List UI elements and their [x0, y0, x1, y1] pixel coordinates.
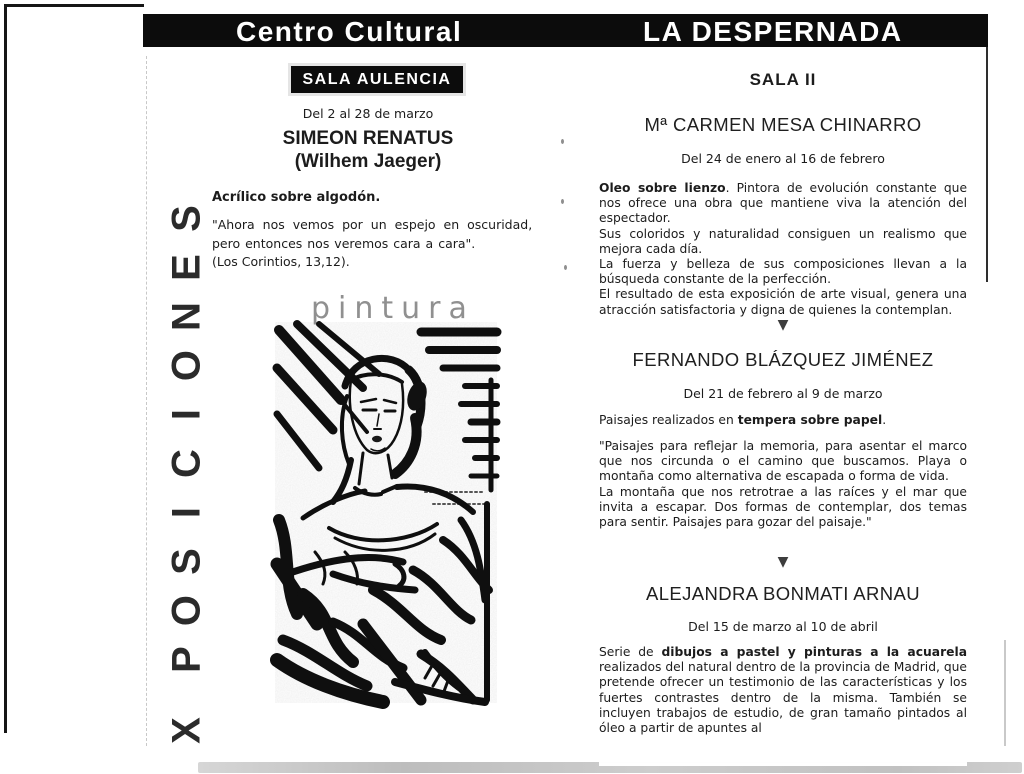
- section-text: [599, 645, 967, 736]
- paragraph: "Paisajes para reflejar la memoria, para asentar el marco que nos circunda o el camino que buscamos. Playa o montaña como alternativa de escapada o forma de vida.: [599, 439, 967, 484]
- exhibition-dates: Del 15 de marzo al 10 de abril: [688, 619, 878, 634]
- artwork-sketch-svg: [275, 322, 497, 703]
- scan-speck: [561, 199, 564, 204]
- quote-line: pero entonces nos veremos cara a cara".: [212, 235, 476, 251]
- technique-label: Acrílico sobre algodón.: [212, 190, 381, 205]
- vertical-letter: C: [164, 449, 209, 478]
- quote-block: [212, 216, 548, 272]
- vertical-letter-clipped: X: [164, 717, 209, 744]
- exhibition-dates: Del 21 de febrero al 9 de marzo: [683, 386, 883, 401]
- exhibition-dates: Del 24 de enero al 16 de febrero: [681, 151, 885, 166]
- artist-name: Mª CARMEN MESA CHINARRO: [644, 114, 922, 135]
- technique-bold: Oleo sobre lienzo: [599, 181, 726, 195]
- artist-alias: (Wilhem Jaeger): [294, 151, 442, 172]
- scan-cutoff-fade: [599, 748, 967, 766]
- room-title-sala-ii: SALA II: [749, 70, 817, 89]
- technique-bold: dibujos a pastel y pinturas a la acuarela: [661, 645, 967, 659]
- artist-name: SIMEON RENATUS: [282, 128, 454, 149]
- page-fold-line: [146, 56, 147, 746]
- paragraph: Serie de dibujos a pastel y pinturas a la acuarela realizados del natural dentro de la provincia de Madrid, que pretende ofrecer un testimonio de las características y los fuertes contrastes dentro de la misma. También se incluyen trabajos de estudio, de gran tamaño pintados al óleo a partir de apuntes al: [599, 645, 967, 736]
- artist-name: FERNANDO BLÁZQUEZ JIMÉNEZ: [632, 349, 934, 370]
- paragraph: Sus coloridos y naturalidad consiguen un realismo que mejora cada día.: [599, 226, 967, 256]
- artist-name: ALEJANDRA BONMATI ARNAU: [645, 583, 921, 604]
- paragraph: La montaña que nos retrotrae a las raíces y el mar que invita a escapar. Dos formas de contemplar, dos temas para sentir. Paisajes para gozar del paisaje.": [599, 484, 967, 530]
- vertical-letter: I: [164, 506, 209, 519]
- scan-speck: [561, 139, 564, 144]
- vertical-letter: E: [164, 254, 209, 281]
- banner-title-right: LA DESPERNADA: [643, 16, 903, 47]
- exhibition-dates: Del 2 al 28 de marzo: [302, 106, 434, 121]
- quote-line: "Ahora nos vemos por un espejo en oscuridad,: [212, 217, 533, 232]
- section-text: [599, 439, 967, 530]
- artwork-ink-sketch: [275, 322, 497, 703]
- scan-edge-right-line: [986, 16, 988, 282]
- vertical-letter: P: [164, 646, 209, 673]
- quote-line: (Los Corintios, 13,12).: [212, 254, 350, 269]
- technique-line: Paisajes realizados en tempera sobre papel.: [599, 413, 887, 427]
- vertical-letter: S: [164, 548, 209, 575]
- vertical-letter: I: [164, 408, 209, 421]
- vertical-letter: O: [164, 594, 209, 627]
- separator-triangle-icon: ▼: [777, 554, 789, 570]
- technique-bold: tempera sobre papel: [737, 413, 883, 427]
- paragraph: La fuerza y belleza de sus composiciones llevan a la búsqueda constante de la perfección.: [599, 257, 967, 287]
- vertical-title: [162, 194, 212, 744]
- scan-edge-top-line: [4, 4, 144, 7]
- pintura-watermark: pintura: [311, 291, 475, 326]
- scan-edge-right-faint-line: [1004, 640, 1006, 746]
- right-page: [599, 0, 967, 774]
- artist-name-block: [226, 127, 510, 173]
- vertical-letter: O: [164, 349, 209, 382]
- scan-speck: [564, 265, 567, 270]
- vertical-letter: N: [164, 302, 209, 331]
- separator-triangle-icon: ▼: [777, 317, 789, 333]
- section-text: [599, 181, 967, 318]
- scan-edge-left-line: [4, 4, 7, 733]
- room-badge-sala-aulencia: SALA AULENCIA: [291, 66, 463, 93]
- paragraph: El resultado de esta exposición de arte visual, genera una atracción satisfactoria y digna de quienes la contemplan.: [599, 287, 967, 317]
- paragraph: Oleo sobre lienzo. Pintora de evolución constante que nos ofrece una obra que mantiene viva la atención del espectador.: [599, 181, 968, 226]
- vertical-letter: S: [164, 205, 209, 232]
- banner-title-left: Centro Cultural: [236, 16, 463, 47]
